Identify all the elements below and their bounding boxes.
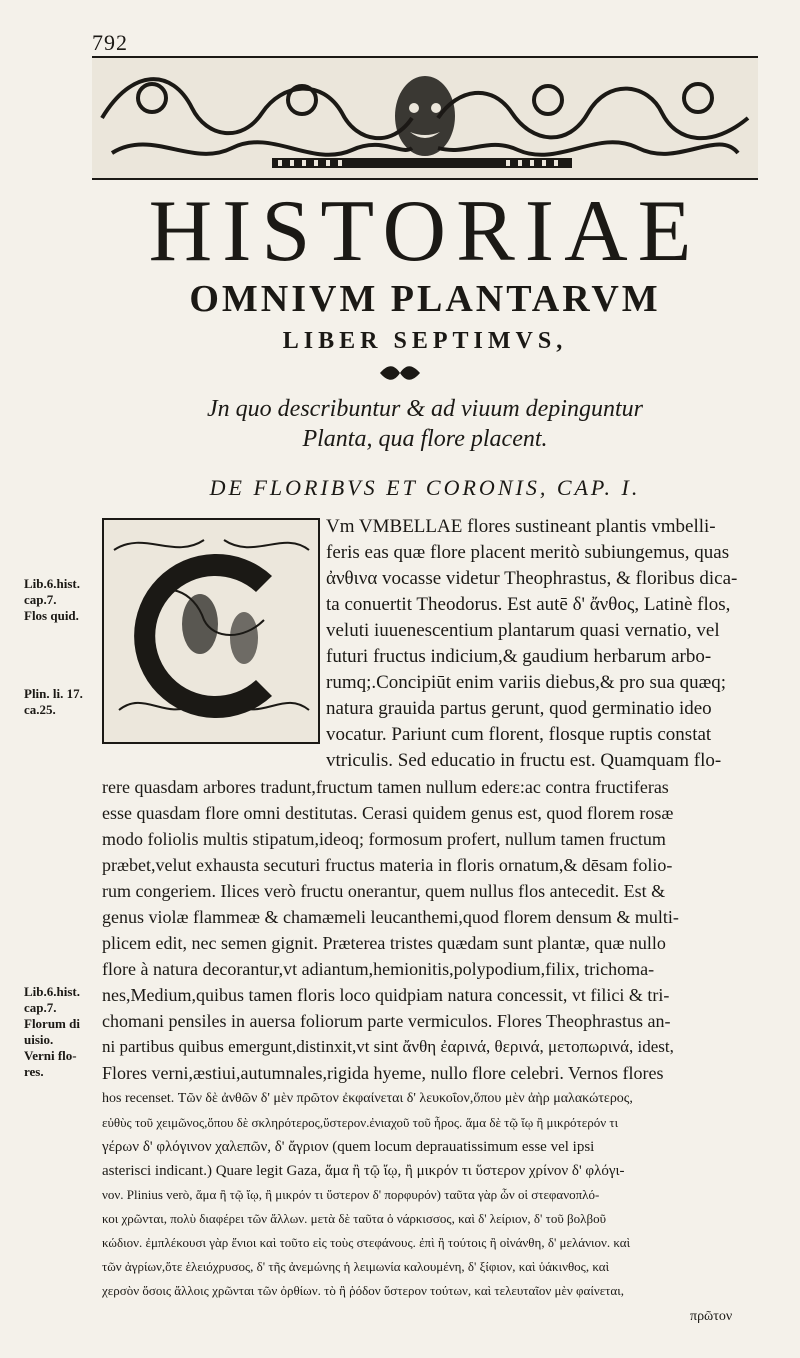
body-line: vocatur. Pariunt cum florent, flosque ruptis constat (326, 724, 712, 745)
margin-note-line: Flos quid. (24, 608, 79, 623)
margin-note-line: Verni flo- (24, 1048, 77, 1063)
body-line: ἀνθινα vocasse videtur Theophrastus, & floribus dica- (326, 568, 738, 589)
body-line: chomani pensiles in auersa foliorum parte vermiculos. Flores Theophrastus an- (102, 1011, 671, 1031)
body-line: νον. Plinius verò, ἅμα ἢ τῷ ἴῳ, ἢ μικρόν τι ὕστερον δ' πορφυρόν) ταῦτα γὰρ ὧν οἱ στεφανοπλό- (102, 1187, 600, 1202)
subtitle-line: Planta, qua flore placent. (302, 426, 548, 452)
decorated-initial-c-icon (104, 520, 318, 742)
fleuron-icon (376, 364, 424, 382)
body-line: rumq;.Concipiūt enim variis diebus,& pro sua quæq; (326, 672, 727, 693)
body-line: Vm VMBELLAE flores sustineant plantis vmbelli- (326, 516, 716, 537)
title-historiae: HISTORIAE (148, 183, 702, 280)
body-line: natura grauida partus gerunt, quod germinatio ideo (326, 698, 712, 719)
title-liber-septimus: LIBER SEPTIMVS, (282, 328, 568, 354)
body-line: modo foliolis multis stipatum,ideoq; formosum profert, nullum tamen fructum (102, 829, 666, 849)
decorated-initial (102, 518, 320, 744)
body-line: rere quasdam arbores tradunt,fructum tamen nullum ederε:ac contra fructiferas (102, 777, 669, 797)
margin-note (24, 576, 80, 624)
margin-note-line: cap.7. (24, 592, 57, 607)
page-number: 792 (92, 30, 128, 55)
body-line: χερσὸν ὅσοις ἄλλοις χρῶνται τῶν ὀρθίων. τὸ ἢ ῥόδον ὕστερον τούτων, καὶ τελευταῖον μὲν φαίνεται, (102, 1283, 624, 1298)
body-line: Flores verni,æstiui,autumnales,rigida hyeme, nullo flore celebri. Vernos flores (102, 1063, 664, 1083)
margin-note-line: cap.7. (24, 1000, 57, 1015)
margin-note-line: Lib.6.hist. (24, 576, 80, 591)
title-omnium-plantarum: OMNIVM PLANTARVM (189, 278, 661, 320)
body-line: flore à natura decorantur,vt adiantum,hemionitis,polypodium,filix, trichoma- (102, 959, 655, 979)
margin-note-line: Lib.6.hist. (24, 984, 80, 999)
body-line: τῶν ἀγρίων,ὅτε ἑλειόχρυσος, δ' τῆς ἀνεμώνης ἡ λειμωνία καλουμένη, δ' ξίφιον, καὶ ὑάκινθος, καὶ (102, 1259, 610, 1274)
body-line: κοι χρῶνται, πολὺ διαφέρει τῶν ἄλλων. μετὰ δὲ ταῦτα ὁ νάρκισσος, καὶ δ' λείριον, δ' τοῦ βολβοῦ (102, 1211, 607, 1226)
margin-note-line: Florum di (24, 1016, 80, 1031)
body-line: κώδιον. ἐμπλέκουσι γὰρ ἔνιοι καὶ τοῦτο εἰς τοὺς στεφάνους. ἐπὶ ἢ τούτοις ἢ οἰνάνθη, δ' μελάνιον. καὶ (102, 1235, 631, 1250)
body-line: esse quasdam flore omni destitutas. Cerasi quidem genus est, quod florem rosæ (102, 803, 674, 823)
body-line: feris eas quæ flore placent meritò subiungemus, quas (326, 542, 730, 563)
chapter-heading: DE FLORIBVS ET CORONIS, CAP. I. (209, 475, 641, 500)
margin-note-line: uisio. (24, 1032, 54, 1047)
body-line: asterisci indicant.) Quare legit Gaza, ἅμα ἢ τῷ ἴῳ, ἢ μικρόν τι ὕστερον χρίνον δ' φλόγι- (102, 1163, 625, 1179)
body-line: nes,Medium,quibus tamen floris loco quidpiam natura concessit, vt filici & tri- (102, 985, 670, 1005)
subtitle-line: Jn quo describuntur & ad viuum depinguntur (207, 396, 643, 422)
body-line: hos recenset. Τῶν δὲ ἀνθῶν δ' μὲν πρῶτον ἐκφαίνεται δ' λευκοΐον,ὅπου μὲν ἀὴρ μαλακώτερος, (102, 1091, 633, 1106)
body-line: vtriculis. Sed educatio in fructu est. Quamquam flo- (326, 750, 722, 771)
body-line: futuri fructus indicium,& gaudium herbarum arbo- (326, 646, 712, 667)
body-line: præbet,velut exhausta secuturi fructus materia in floris ornatum,& dēsam folio- (102, 855, 673, 875)
headpiece-ornament-icon (92, 58, 758, 178)
body-line: plicem edit, nec semen gignit. Præterea tristes quædam sunt plantæ, quæ nullo (102, 933, 666, 953)
margin-note-line: res. (24, 1064, 44, 1079)
body-line: genus violæ flammeæ & chamæmeli leucanthemi,quod florem densum & multi- (102, 907, 679, 927)
body-line: ta conuertit Theodorus. Est autē δ' ἄνθος, Latinè flos, (326, 594, 731, 615)
body-line: γέρων δ' φλόγινον χαλεπῶν, δ' ἄγριον (quem locum deprauatissimum esse vel ipsi (102, 1139, 595, 1155)
body-line: πρῶτον (690, 1309, 733, 1324)
margin-note-line: ca.25. (24, 702, 56, 717)
margin-note (24, 984, 80, 1080)
ornamental-headpiece (92, 56, 758, 180)
margin-note-line: Plin. li. 17. (24, 686, 83, 701)
body-line: rum congeriem. Ilices verò fructu onerantur, quem nullus flos antecedit. Est & (102, 881, 666, 901)
body-line: ni partibus quibus emergunt,distinxit,vt sint ἄνθη ἐαρινά, θερινά, μετοπωρινά, idest, (102, 1037, 674, 1056)
body-line: εὐθὺς τοῦ χειμῶνος,ὅπου δὲ σκληρότερος,ὕστερον.ἐνιαχοῦ τοῦ ἦρος. ἅμα δὲ τῷ ἴῳ ἢ μικρότερόν τι (102, 1115, 619, 1130)
subtitle (92, 394, 758, 454)
body-line: veluti iuuenescentium plantarum quasi vernatio, vel (326, 620, 720, 641)
margin-note (24, 686, 83, 718)
